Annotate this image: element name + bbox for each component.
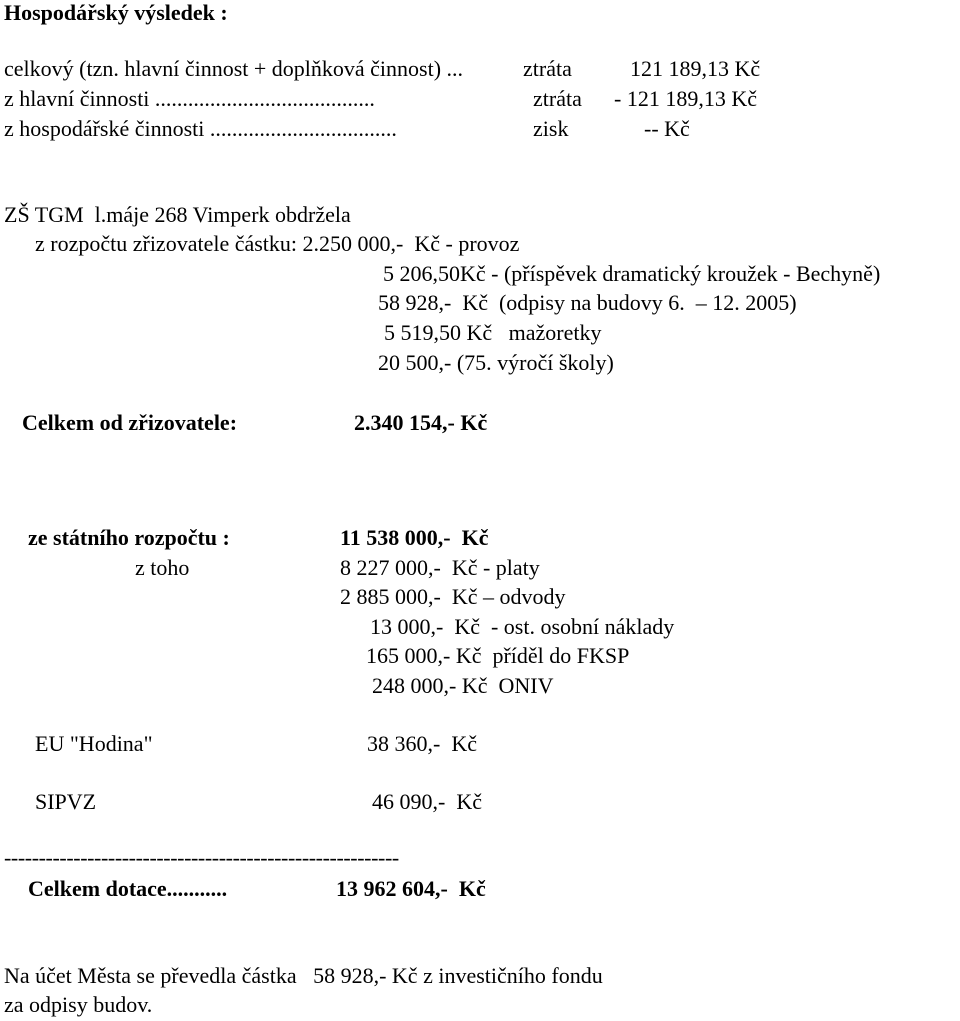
budget-item: 58 928,- Kč (odpisy na budovy 6. – 12. 2005) [378, 290, 797, 315]
footer-line-2: za odpisy budov. [4, 992, 153, 1017]
school-line: ZŠ TGM l.máje 268 Vimperk obdržela [4, 202, 351, 227]
budget-item: 20 500,- (75. výročí školy) [378, 350, 614, 375]
budget-item: 5 519,50 Kč mažoretky [384, 320, 602, 345]
page-heading: Hospodářský výsledek : [4, 0, 228, 25]
result-row-total-amount: 121 189,13 Kč [630, 56, 761, 81]
sipvz-amount: 46 090,- Kč [372, 789, 482, 814]
state-budget-sublabel: z toho [135, 555, 190, 580]
result-row-business-label: z hospodářské činnosti .................................. [4, 116, 397, 141]
result-row-main-amount: - 121 189,13 Kč [614, 86, 757, 111]
state-budget-item: 2 885 000,- Kč – odvody [340, 584, 566, 609]
state-budget-amount: 11 538 000,- Kč [340, 525, 489, 550]
result-row-total-label: celkový (tzn. hlavní činnost + doplňková činnost) ... [4, 56, 464, 81]
total-founder-amount: 2.340 154,- Kč [354, 410, 488, 435]
result-row-total-type: ztráta [523, 56, 572, 81]
state-budget-label: ze státního rozpočtu : [28, 525, 230, 550]
footer-line-1: Na účet Města se převedla částka 58 928,- Kč z investičního fondu [4, 963, 603, 988]
state-budget-item: 165 000,- Kč příděl do FKSP [366, 643, 630, 668]
total-founder-label: Celkem od zřizovatele: [22, 410, 238, 435]
separator-line: --------------------------------------------------------- [4, 845, 399, 870]
result-row-business-type: zisk [533, 116, 569, 141]
result-row-main-type: ztráta [533, 86, 582, 111]
state-budget-item: 248 000,- Kč ONIV [372, 673, 554, 698]
state-budget-item: 13 000,- Kč - ost. osobní náklady [370, 614, 675, 639]
eu-label: EU "Hodina" [35, 731, 153, 756]
budget-item: 5 206,50Kč - (příspěvek dramatický kroužek - Bechyně) [383, 261, 881, 286]
budget-intro: z rozpočtu zřizovatele částku: 2.250 000,- Kč - provoz [35, 231, 520, 256]
total-grant-amount: 13 962 604,- Kč [336, 876, 486, 901]
state-budget-item: 8 227 000,- Kč - platy [340, 555, 540, 580]
eu-amount: 38 360,- Kč [367, 731, 477, 756]
result-row-business-amount: -- Kč [644, 116, 690, 141]
sipvz-label: SIPVZ [35, 789, 97, 814]
total-grant-label: Celkem dotace........... [28, 876, 228, 901]
result-row-main-label: z hlavní činnosti ........................................ [4, 86, 375, 111]
